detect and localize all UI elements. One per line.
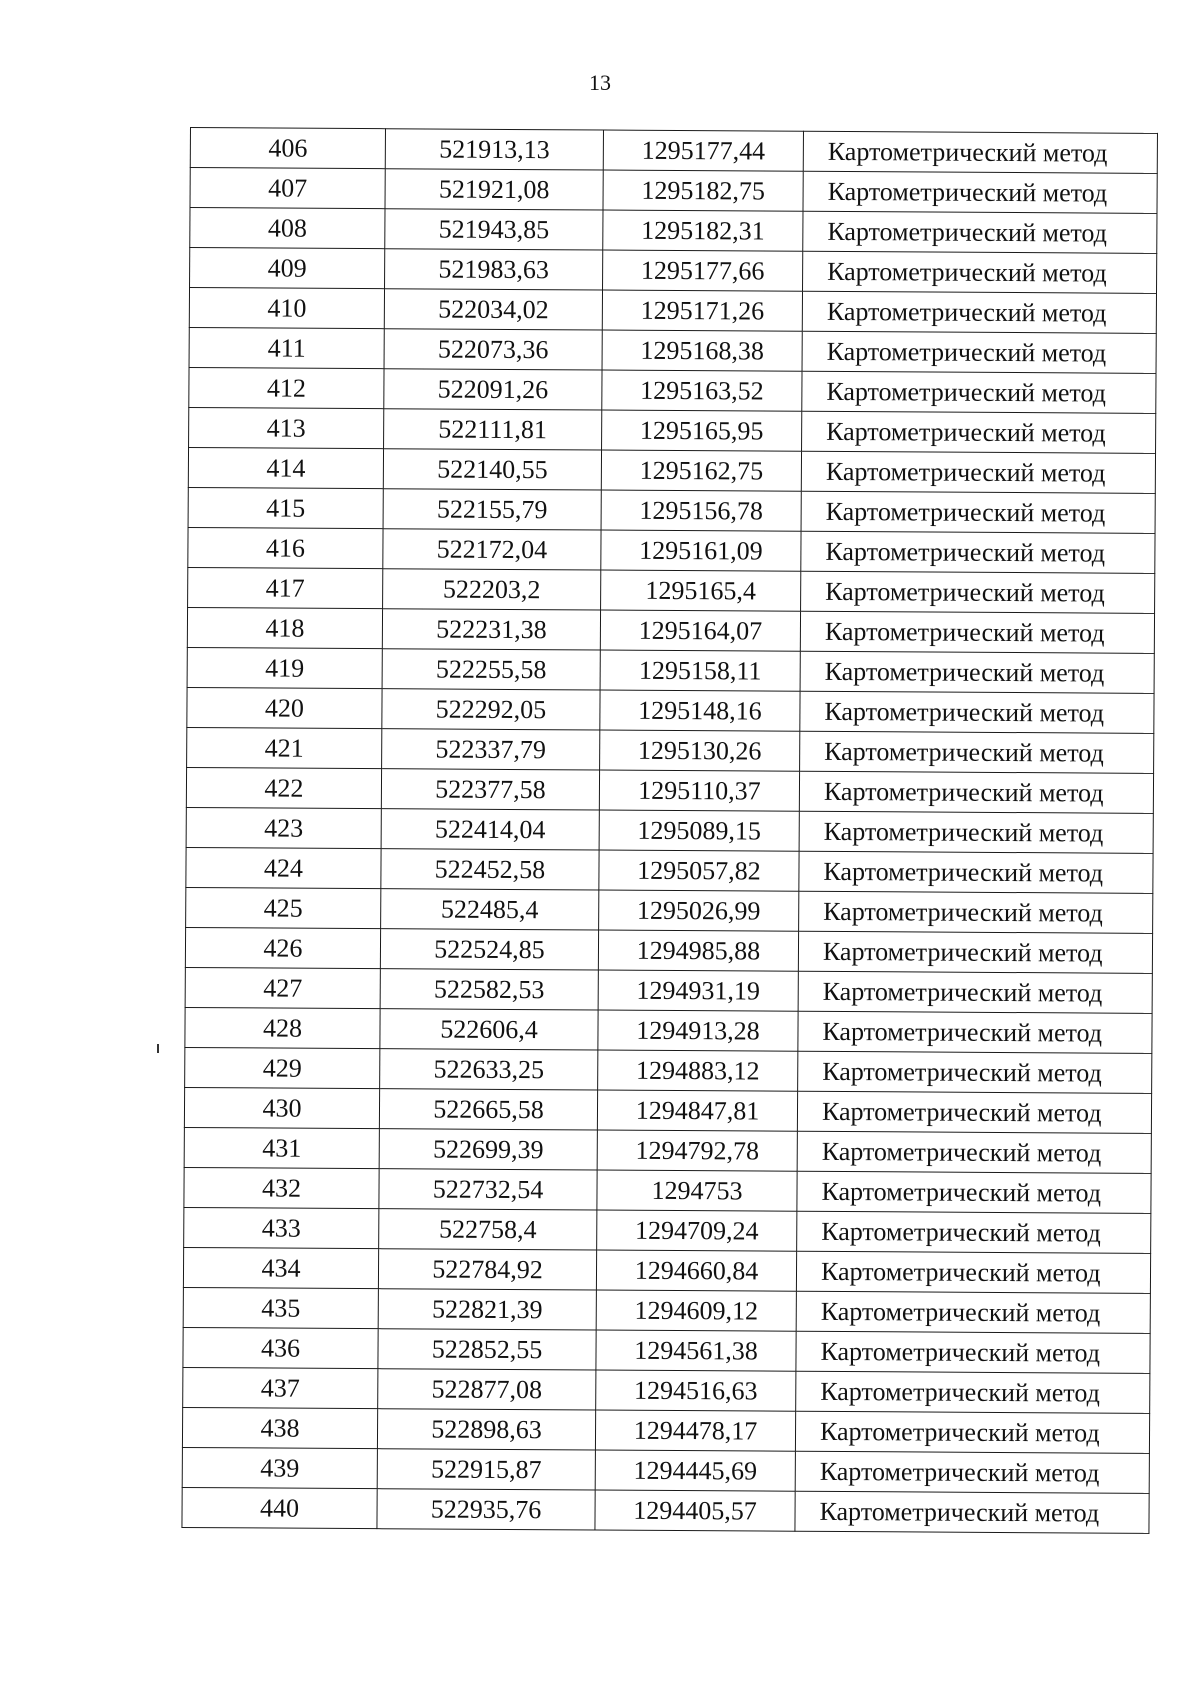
x-coordinate-cell: 522172,04 <box>383 529 601 570</box>
method-cell: Картометрический метод <box>795 1491 1149 1533</box>
point-number-cell: 411 <box>189 327 384 368</box>
y-coordinate-cell: 1295177,44 <box>603 130 803 171</box>
method-cell: Картометрический метод <box>802 291 1156 333</box>
y-coordinate-cell: 1295089,15 <box>599 810 799 851</box>
method-cell: Картометрический метод <box>803 251 1157 293</box>
x-coordinate-cell: 522524,85 <box>380 929 598 970</box>
table-row <box>187 687 1154 733</box>
x-coordinate-cell: 522203,2 <box>383 569 601 610</box>
y-coordinate-cell: 1294753 <box>597 1170 797 1211</box>
method-cell: Картометрический метод <box>798 931 1152 973</box>
table-row <box>183 1327 1150 1373</box>
y-coordinate-cell: 1295158,11 <box>600 650 800 691</box>
x-coordinate-cell: 522935,76 <box>377 1489 595 1530</box>
method-cell: Картометрический метод <box>796 1251 1150 1293</box>
y-coordinate-cell: 1294516,63 <box>596 1370 796 1411</box>
x-coordinate-cell: 522111,81 <box>384 409 602 450</box>
x-coordinate-cell: 521921,08 <box>385 169 603 210</box>
x-coordinate-cell: 522155,79 <box>383 489 601 530</box>
x-coordinate-cell: 522758,4 <box>379 1209 597 1250</box>
y-coordinate-cell: 1295165,95 <box>602 410 802 451</box>
table-row <box>185 967 1152 1013</box>
y-coordinate-cell: 1294792,78 <box>597 1130 797 1171</box>
method-cell: Картометрический метод <box>796 1371 1150 1413</box>
table-row <box>185 927 1152 973</box>
point-number-cell: 427 <box>185 967 380 1008</box>
point-number-cell: 425 <box>186 887 381 928</box>
table-row <box>183 1367 1150 1413</box>
table-row <box>187 607 1154 653</box>
y-coordinate-cell: 1295163,52 <box>602 370 802 411</box>
point-number-cell: 412 <box>189 367 384 408</box>
table-row <box>182 1447 1149 1493</box>
method-cell: Картометрический метод <box>796 1331 1150 1373</box>
y-coordinate-cell: 1294405,57 <box>595 1490 795 1531</box>
point-number-cell: 437 <box>183 1367 378 1408</box>
method-cell: Картометрический метод <box>799 771 1153 813</box>
point-number-cell: 436 <box>183 1327 378 1368</box>
table-row <box>183 1247 1150 1293</box>
method-cell: Картометрический метод <box>798 971 1152 1013</box>
y-coordinate-cell: 1294883,12 <box>598 1050 798 1091</box>
x-coordinate-cell: 522699,39 <box>379 1129 597 1170</box>
y-coordinate-cell: 1294913,28 <box>598 1010 798 1051</box>
point-number-cell: 413 <box>189 407 384 448</box>
point-number-cell: 414 <box>188 447 383 488</box>
x-coordinate-cell: 521913,13 <box>385 129 603 170</box>
method-cell: Картометрический метод <box>800 611 1154 653</box>
x-coordinate-cell: 522606,4 <box>380 1009 598 1050</box>
table-row <box>190 208 1157 254</box>
x-coordinate-cell: 522582,53 <box>380 969 598 1010</box>
x-coordinate-cell: 522821,39 <box>378 1289 596 1330</box>
point-number-cell: 422 <box>186 767 381 808</box>
point-number-cell: 409 <box>190 248 385 289</box>
table-row <box>189 367 1156 413</box>
table-row <box>189 407 1156 453</box>
x-coordinate-cell: 522633,25 <box>380 1049 598 1090</box>
point-number-cell: 432 <box>184 1167 379 1208</box>
x-coordinate-cell: 522140,55 <box>383 449 601 490</box>
y-coordinate-cell: 1295177,66 <box>603 250 803 291</box>
y-coordinate-cell: 1294445,69 <box>595 1450 795 1491</box>
table-row <box>185 1047 1152 1093</box>
point-number-cell: 423 <box>186 807 381 848</box>
point-number-cell: 431 <box>184 1127 379 1168</box>
y-coordinate-cell: 1295165,4 <box>601 570 801 611</box>
x-coordinate-cell: 522255,58 <box>382 649 600 690</box>
y-coordinate-cell: 1294931,19 <box>598 970 798 1011</box>
x-coordinate-cell: 522292,05 <box>382 689 600 730</box>
point-number-cell: 424 <box>186 847 381 888</box>
table-row <box>186 807 1153 853</box>
x-coordinate-cell: 522414,04 <box>381 809 599 850</box>
y-coordinate-cell: 1295164,07 <box>600 610 800 651</box>
point-number-cell: 407 <box>190 168 385 209</box>
x-coordinate-cell: 522377,58 <box>381 769 599 810</box>
y-coordinate-cell: 1294660,84 <box>596 1250 796 1291</box>
x-coordinate-cell: 522898,63 <box>377 1409 595 1450</box>
point-number-cell: 440 <box>182 1487 377 1528</box>
table-row <box>187 727 1154 773</box>
table-row <box>190 248 1157 294</box>
y-coordinate-cell: 1294985,88 <box>598 930 798 971</box>
x-coordinate-cell: 522485,4 <box>381 889 599 930</box>
point-number-cell: 439 <box>182 1447 377 1488</box>
y-coordinate-cell: 1294561,38 <box>596 1330 796 1371</box>
point-number-cell: 417 <box>188 567 383 608</box>
y-coordinate-cell: 1295182,75 <box>603 170 803 211</box>
method-cell: Картометрический метод <box>797 1091 1151 1133</box>
method-cell: Картометрический метод <box>803 131 1157 173</box>
table-row <box>187 647 1154 693</box>
table-row <box>190 128 1157 174</box>
point-number-cell: 415 <box>188 487 383 528</box>
y-coordinate-cell: 1295162,75 <box>601 450 801 491</box>
point-number-cell: 434 <box>183 1247 378 1288</box>
method-cell: Картометрический метод <box>801 571 1155 613</box>
table-row <box>184 1167 1151 1213</box>
table-row <box>182 1487 1149 1533</box>
point-number-cell: 421 <box>187 727 382 768</box>
page-number: 13 <box>589 70 611 95</box>
point-number-cell: 426 <box>185 927 380 968</box>
x-coordinate-cell: 522034,02 <box>384 289 602 330</box>
point-number-cell: 429 <box>185 1047 380 1088</box>
point-number-cell: 428 <box>185 1007 380 1048</box>
method-cell: Картометрический метод <box>803 171 1157 213</box>
method-cell: Картометрический метод <box>803 211 1157 253</box>
point-number-cell: 410 <box>189 288 384 329</box>
table-row <box>186 887 1153 933</box>
y-coordinate-cell: 1295110,37 <box>599 770 799 811</box>
table-row <box>185 1007 1152 1053</box>
method-cell: Картометрический метод <box>801 531 1155 573</box>
point-number-cell: 433 <box>184 1207 379 1248</box>
method-cell: Картометрический метод <box>797 1131 1151 1173</box>
method-cell: Картометрический метод <box>800 691 1154 733</box>
table-row <box>188 487 1155 533</box>
y-coordinate-cell: 1294847,81 <box>597 1090 797 1131</box>
x-coordinate-cell: 522073,36 <box>384 329 602 370</box>
point-number-cell: 408 <box>190 208 385 249</box>
x-coordinate-cell: 522852,55 <box>378 1329 596 1370</box>
table-row <box>183 1287 1150 1333</box>
table-row <box>188 527 1155 573</box>
x-coordinate-cell: 521983,63 <box>385 249 603 290</box>
method-cell: Картометрический метод <box>801 451 1155 493</box>
point-number-cell: 430 <box>184 1087 379 1128</box>
point-number-cell: 418 <box>187 607 382 648</box>
y-coordinate-cell: 1295130,26 <box>600 730 800 771</box>
x-coordinate-cell: 522877,08 <box>378 1369 596 1410</box>
table-row <box>186 847 1153 893</box>
table-row <box>189 327 1156 373</box>
method-cell: Картометрический метод <box>800 651 1154 693</box>
coordinates-table-body <box>182 128 1158 1534</box>
y-coordinate-cell: 1294478,17 <box>595 1410 795 1451</box>
method-cell: Картометрический метод <box>795 1411 1149 1453</box>
table-row <box>186 767 1153 813</box>
table-row <box>184 1127 1151 1173</box>
table-row <box>184 1087 1151 1133</box>
method-cell: Картометрический метод <box>800 731 1154 773</box>
method-cell: Картометрический метод <box>802 371 1156 413</box>
coordinates-table <box>181 127 1158 1534</box>
table-row <box>182 1407 1149 1453</box>
method-cell: Картометрический метод <box>802 331 1156 373</box>
point-number-cell: 419 <box>187 647 382 688</box>
y-coordinate-cell: 1295161,09 <box>601 530 801 571</box>
table-row <box>184 1207 1151 1253</box>
method-cell: Картометрический метод <box>801 491 1155 533</box>
y-coordinate-cell: 1295171,26 <box>602 290 802 331</box>
method-cell: Картометрический метод <box>802 411 1156 453</box>
x-coordinate-cell: 522732,54 <box>379 1169 597 1210</box>
x-coordinate-cell: 522915,87 <box>377 1449 595 1490</box>
x-coordinate-cell: 522091,26 <box>384 369 602 410</box>
x-coordinate-cell: 522784,92 <box>378 1249 596 1290</box>
table-row <box>188 567 1155 613</box>
y-coordinate-cell: 1295156,78 <box>601 490 801 531</box>
y-coordinate-cell: 1295148,16 <box>600 690 800 731</box>
x-coordinate-cell: 522231,38 <box>382 609 600 650</box>
method-cell: Картометрический метод <box>797 1171 1151 1213</box>
y-coordinate-cell: 1295026,99 <box>599 890 799 931</box>
method-cell: Картометрический метод <box>795 1451 1149 1493</box>
x-coordinate-cell: 521943,85 <box>385 209 603 250</box>
y-coordinate-cell: 1294709,24 <box>597 1210 797 1251</box>
point-number-cell: 435 <box>183 1287 378 1328</box>
scan-speck <box>157 1044 159 1053</box>
method-cell: Картометрический метод <box>799 811 1153 853</box>
y-coordinate-cell: 1295168,38 <box>602 330 802 371</box>
y-coordinate-cell: 1295057,82 <box>599 850 799 891</box>
point-number-cell: 420 <box>187 687 382 728</box>
point-number-cell: 438 <box>182 1407 377 1448</box>
table-row <box>188 447 1155 493</box>
x-coordinate-cell: 522665,58 <box>379 1089 597 1130</box>
method-cell: Картометрический метод <box>796 1291 1150 1333</box>
y-coordinate-cell: 1294609,12 <box>596 1290 796 1331</box>
point-number-cell: 416 <box>188 527 383 568</box>
x-coordinate-cell: 522337,79 <box>382 729 600 770</box>
table-row <box>190 168 1157 214</box>
method-cell: Картометрический метод <box>798 1011 1152 1053</box>
method-cell: Картометрический метод <box>797 1211 1151 1253</box>
point-number-cell: 406 <box>190 128 385 169</box>
method-cell: Картометрический метод <box>799 891 1153 933</box>
method-cell: Картометрический метод <box>798 1051 1152 1093</box>
y-coordinate-cell: 1295182,31 <box>603 210 803 251</box>
method-cell: Картометрический метод <box>799 851 1153 893</box>
x-coordinate-cell: 522452,58 <box>381 849 599 890</box>
table-row <box>189 288 1156 334</box>
